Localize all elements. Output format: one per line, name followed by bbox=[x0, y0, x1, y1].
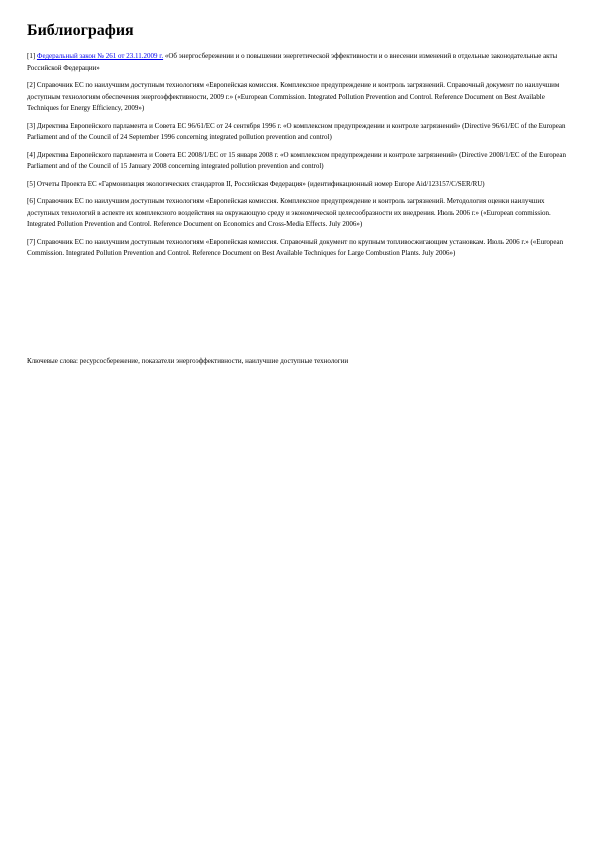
reference-number: [4] bbox=[27, 150, 36, 159]
reference-item-2 bbox=[27, 80, 567, 115]
reference-item-6 bbox=[27, 196, 567, 231]
reference-text: Директива Европейского парламента и Совета ЕС 96/61/ЕС от 24 сентября 1996 г. «О комплексном предупреждении и контроле загрязнений» (Directive 96/61/EC of the European Parliament and of the Council of 24 September 1996 concerning integrated pollution prevention and control) bbox=[27, 121, 566, 141]
reference-item-5 bbox=[27, 179, 567, 191]
reference-text: Справочник ЕС по наилучшим доступным технологиям «Европейская комиссия. Комплексное предупреждение и контроль загрязнений. Справочный документ по наилучшим доступным технологиям обеспечения энергоэффективности, 2009 г.» («European Commission. Integrated Pollution Prevention and Control. Reference Document on Best Available Techniques for Energy Efficiency, 2009») bbox=[27, 81, 560, 112]
reference-item-3 bbox=[27, 121, 567, 144]
reference-text: Справочник ЕС по наилучшим доступным технологиям «Европейская комиссия. Справочный документ по крупным топливосжигающим установкам. Июль 2006 г.» («European Commission. Integrated Pollution Prevention and Control. Reference Document on Best Available Techniques for Large Combustion Plants. July 2006») bbox=[27, 237, 564, 257]
reference-item-7 bbox=[27, 237, 567, 260]
reference-text: Отчеты Проекта ЕС «Гармонизация экологических стандартов II, Российская Федерация» (идентификационный номер Europe Aid/123157/C/SER/RU) bbox=[36, 179, 485, 188]
reference-item-4 bbox=[27, 150, 567, 173]
reference-number: [6] bbox=[27, 197, 36, 205]
keywords-line: Ключевые слова: ресурсосбережение, показатели энергоэффективности, наилучшие доступные технологии bbox=[27, 357, 349, 365]
reference-number: [1] bbox=[27, 52, 36, 60]
reference-text: «Об энергосбережении и о повышении энергетической эффективности и о внесении изменений в отдельные законодательные акты Российской Федерации» bbox=[27, 52, 558, 72]
reference-number: [3] bbox=[27, 121, 36, 130]
document-page bbox=[27, 22, 567, 266]
reference-number: [5] bbox=[27, 179, 36, 188]
federal-law-link[interactable]: Федеральный закон № 261 от 23.11.2009 г. bbox=[36, 52, 164, 60]
reference-item-1 bbox=[27, 51, 567, 74]
reference-number: [7] bbox=[27, 237, 36, 246]
reference-text: Директива Европейского парламента и Совета ЕС 2008/1/ЕС от 15 января 2008 г. «О комплексном предупреждении и контроле загрязнений» (Directive 2008/1/EC of the European Parliament and of the Council of 15 January 2008 concerning integrated pollution prevention and control) bbox=[27, 150, 566, 170]
reference-number: [2] bbox=[27, 81, 36, 89]
reference-text: Справочник ЕС по наилучшим доступным технологиям «Европейская комиссия. Комплексное предупреждение и контроль загрязнений. Методология оценки наилучших доступных технологий в аспекте их комплексного воздействия на окружающую среду и экономической целесообразности их внедрения. Июль 2006 г.» («European commission. Integrated Pollution Prevention and Control. Reference Document on Economics and Cross-Media Effects. July 2006») bbox=[27, 197, 551, 228]
page-title: Библиография bbox=[27, 22, 134, 39]
